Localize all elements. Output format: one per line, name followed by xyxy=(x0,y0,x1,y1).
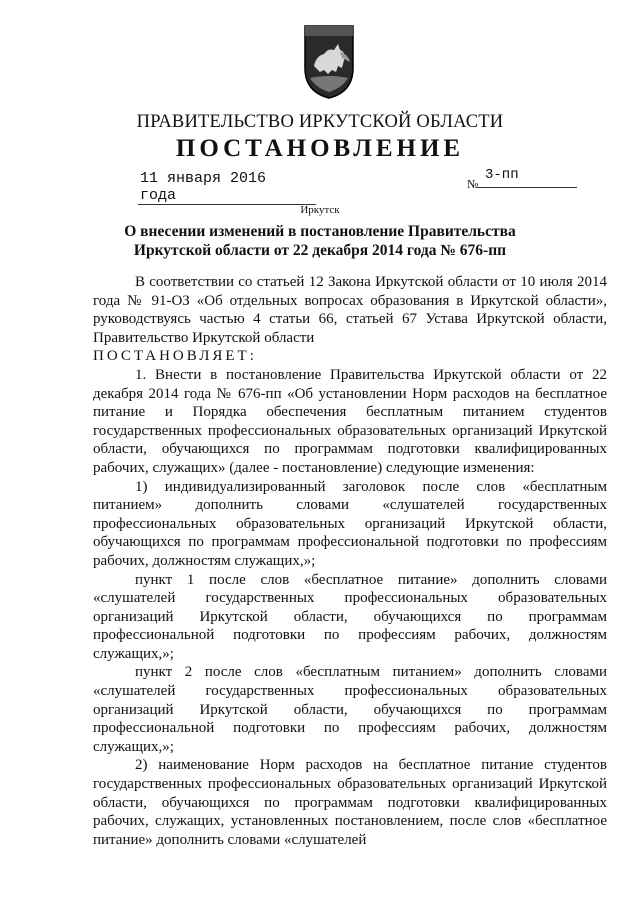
coat-of-arms-icon xyxy=(302,22,356,100)
body-paragraph: 1. Внести в постановление Правительства Иркутской области от 22 декабря 2014 года № 676-пп «Об установлении Норм расходов на бесплатное питание и Порядка обеспечения бесплатным питанием студентов государственных профессиональных образовательных организаций Иркутской области, обучающихся по программам подготовки квалифицированных рабочих, служащих» (далее - постановление) следующие изменения: xyxy=(93,366,607,476)
document-subject xyxy=(0,222,640,260)
body-paragraph: 1) индивидуализированный заголовок после слов «бесплатным питанием» дополнить словами «слушателей государственных профессиональных образовательных организаций Иркутской области, обучающихся по программам профессиональной подготовки по профессиям рабочих, должностям служащих,»; xyxy=(93,478,607,569)
government-title: ПРАВИТЕЛЬСТВО ИРКУТСКОЙ ОБЛАСТИ xyxy=(136,112,504,132)
body-paragraph: пункт 1 после слов «бесплатное питание» дополнить словами «слушателей государственных профессиональных образовательных организаций Иркутской области, обучающихся по программам профессиональной подготовки по профессиям рабочих, должностям служащих,»; xyxy=(93,571,607,662)
number-sign: № xyxy=(467,177,479,191)
subject-line: Иркутской области от 22 декабря 2014 года № 676-пп xyxy=(133,242,507,259)
document-date: 11 января 2016 года xyxy=(138,170,316,205)
body-paragraph: 2) наименование Норм расходов на бесплатное питание студентов государственных профессиональных образовательных организаций Иркутской области, обучающихся по программам подготовки квалифицированных рабочих, служащих, установленных постановлением, после слов «бесплатное питание» дополнить словами «слушателей xyxy=(93,757,607,848)
document-type-heading: ПОСТАНОВЛЕНИЕ xyxy=(175,135,465,162)
document-number: 3-пп xyxy=(477,167,577,188)
body-paragraph: пункт 2 после слов «бесплатным питанием» дополнить словами «слушателей государственных профессиональных образовательных организаций Иркутской области, обучающихся по программам профессиональной подготовки по профессиям рабочих, должностям служащих,»; xyxy=(93,664,607,755)
resolves-heading: ПОСТАНОВЛЯЕТ: xyxy=(93,348,257,365)
city-label: Иркутск xyxy=(300,204,340,216)
document-body xyxy=(93,273,607,849)
body-paragraph: В соответствии со статьей 12 Закона Иркутской области от 10 июля 2014 года № 91-ОЗ «Об отдельных вопросах образования в Иркутской области», руководствуясь частью 4 статьи 66, статьей 67 Устава Иркутской области, Правительство Иркутской области xyxy=(93,274,607,346)
subject-line: О внесении изменений в постановление Правительства xyxy=(124,223,516,240)
